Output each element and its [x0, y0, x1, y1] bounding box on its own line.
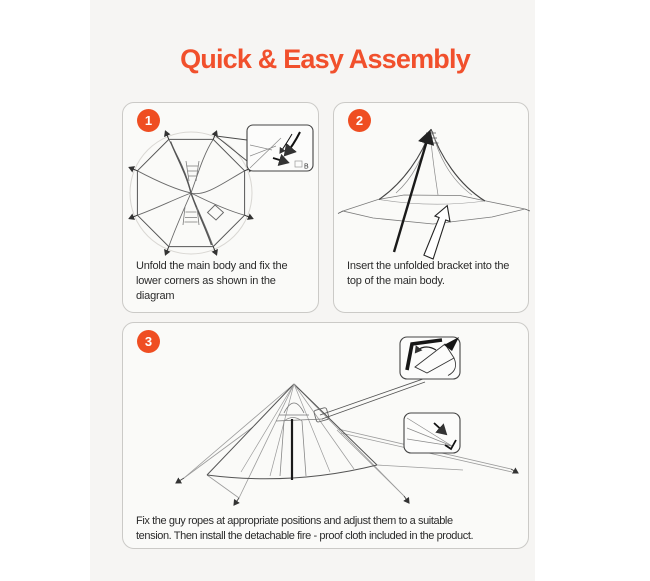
step-3-guy-ropes-illustration	[123, 329, 529, 511]
step-card-3	[122, 322, 529, 549]
step-3-number-badge: 3	[137, 330, 160, 353]
inset-part-label: B	[304, 163, 309, 171]
rope-stake-inset	[404, 413, 460, 453]
insert-direction-arrow-icon	[421, 203, 455, 260]
fireproof-cloth-inset	[400, 337, 460, 379]
step-2-number-badge: 2	[348, 109, 371, 132]
corner-detail-inset	[247, 125, 313, 171]
step-card-1	[122, 102, 319, 313]
step-card-2	[333, 102, 529, 313]
step-2-description: Insert the unfolded bracket into the top of the main body.	[347, 260, 510, 287]
step-3-description: Fix the guy ropes at appropriate positions and adjust them to a suitable tension. Then install the detachable fire - proof cloth included in the product.	[136, 515, 474, 542]
step-2-pole-insert-illustration	[334, 111, 530, 261]
fabric-folds	[171, 142, 212, 246]
tent-cone	[379, 129, 485, 201]
tent-skirt	[343, 195, 525, 224]
guy-ropes	[184, 384, 512, 498]
tent-cone-folds	[396, 131, 472, 195]
step-1-octagon-unfold-illustration	[123, 111, 320, 261]
skirt-stakes	[338, 209, 530, 214]
page-title: Quick & Easy Assembly	[180, 44, 470, 74]
bracket-pole	[394, 132, 430, 252]
ground-stake-arrows	[176, 469, 518, 505]
step-1-number-badge: 1	[137, 109, 160, 132]
step-1-description: Unfold the main body and fix the lower corners as shown in the diagram	[136, 260, 288, 302]
